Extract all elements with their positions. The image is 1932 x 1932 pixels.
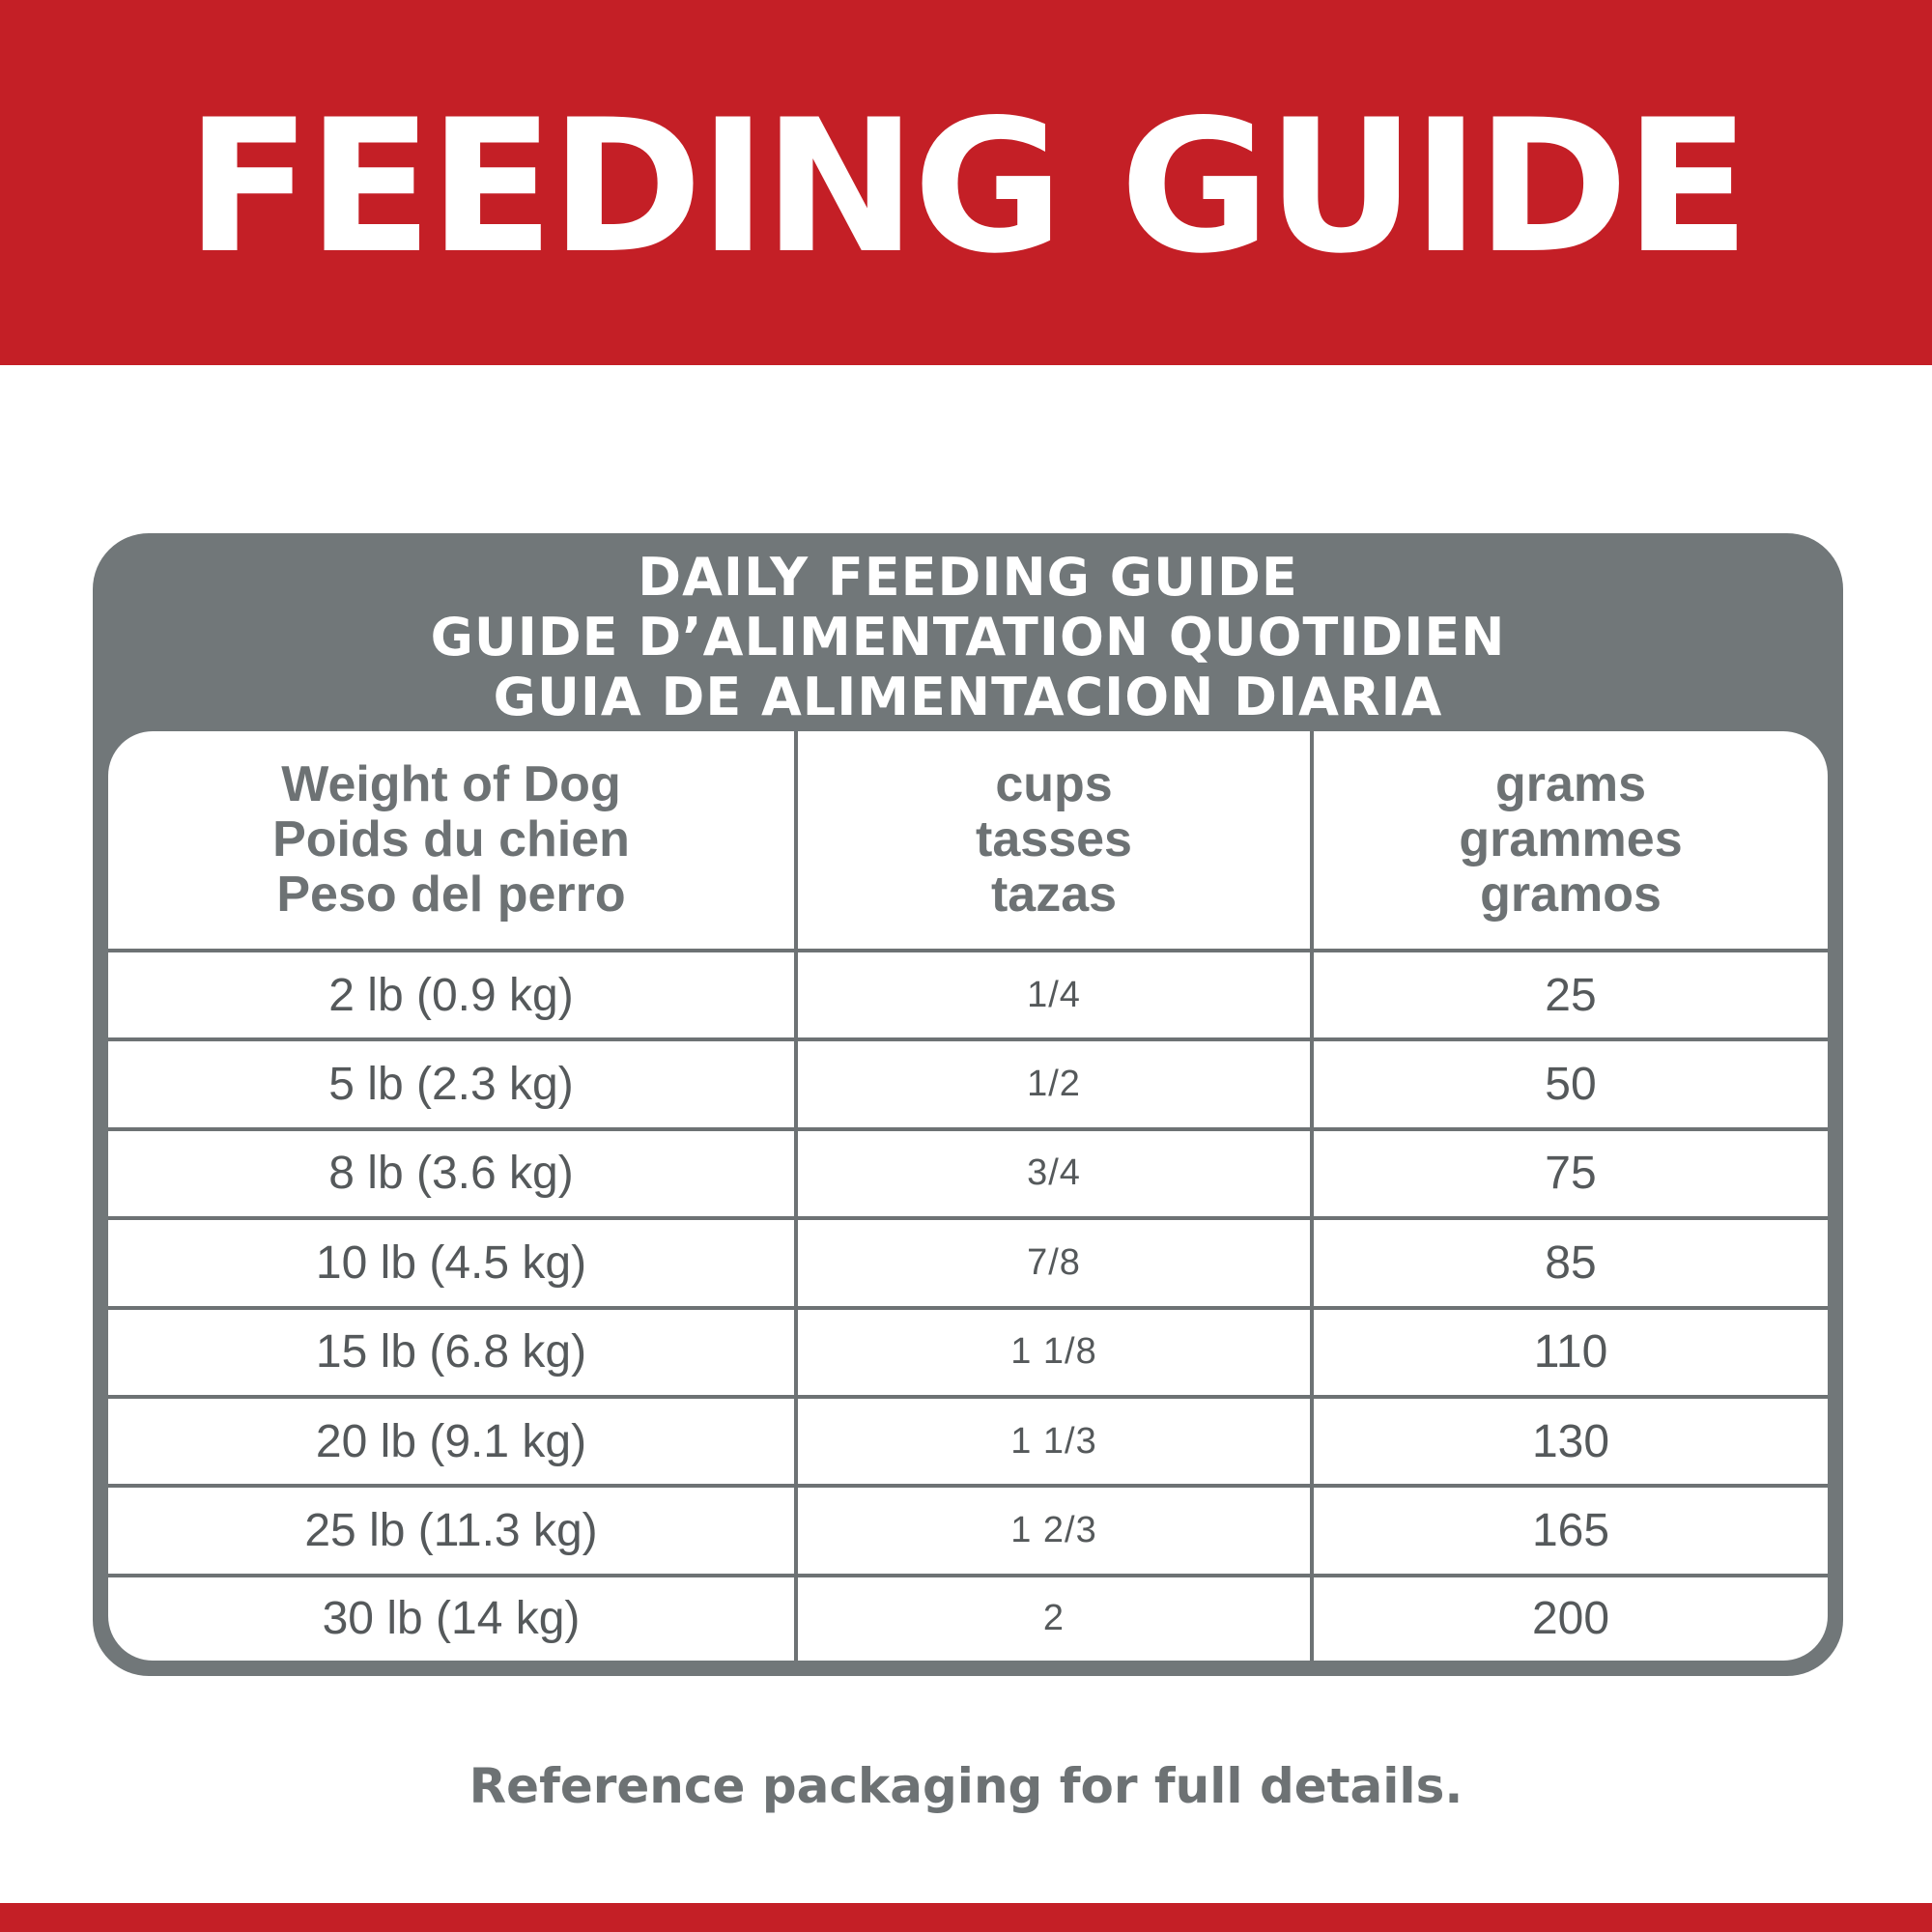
feeding-table — [108, 731, 1828, 1661]
title-banner — [0, 0, 1932, 365]
card-header-line-spanish: GUIA DE ALIMENTACION DIARIA — [493, 666, 1443, 727]
column-header-cups-line: cups — [995, 756, 1113, 812]
column-header-weight — [108, 731, 796, 951]
weight-cell: 15 lb (6.8 kg) — [108, 1308, 796, 1397]
column-header-grams-line: grammes — [1459, 811, 1683, 867]
card-header — [93, 533, 1843, 731]
cups-cell: 3/4 — [796, 1129, 1312, 1218]
column-header-cups — [796, 731, 1312, 951]
table-header-row — [108, 731, 1828, 951]
table-row — [108, 1218, 1828, 1307]
cups-cell: 1 2/3 — [796, 1486, 1312, 1575]
weight-cell: 25 lb (11.3 kg) — [108, 1486, 796, 1575]
grams-cell: 165 — [1312, 1486, 1828, 1575]
cups-cell: 1/2 — [796, 1039, 1312, 1128]
table-row — [108, 1308, 1828, 1397]
table-row — [108, 1486, 1828, 1575]
grams-cell: 130 — [1312, 1397, 1828, 1486]
column-header-cups-line: tasses — [976, 811, 1132, 867]
column-header-weight-line: Weight of Dog — [281, 756, 621, 812]
table-row — [108, 951, 1828, 1039]
grams-cell: 200 — [1312, 1576, 1828, 1661]
footer-note: Reference packaging for full details. — [469, 1758, 1463, 1814]
column-header-grams — [1312, 731, 1828, 951]
grams-cell: 25 — [1312, 951, 1828, 1039]
column-header-weight-line: Peso del perro — [276, 867, 626, 923]
card-header-line-french: GUIDE D’ALIMENTATION QUOTIDIEN — [430, 606, 1506, 668]
weight-cell: 20 lb (9.1 kg) — [108, 1397, 796, 1486]
cups-cell: 1 1/3 — [796, 1397, 1312, 1486]
weight-cell: 8 lb (3.6 kg) — [108, 1129, 796, 1218]
grams-cell: 110 — [1312, 1308, 1828, 1397]
table-row — [108, 1039, 1828, 1128]
daily-feeding-guide-card — [93, 533, 1843, 1676]
weight-cell: 2 lb (0.9 kg) — [108, 951, 796, 1039]
table-row — [108, 1129, 1828, 1218]
column-header-grams-line: gramos — [1480, 867, 1662, 923]
cups-cell: 2 — [796, 1576, 1312, 1661]
table-row — [108, 1397, 1828, 1486]
column-header-weight-line: Poids du chien — [272, 811, 630, 867]
feeding-table-wrapper — [108, 731, 1828, 1661]
weight-cell: 30 lb (14 kg) — [108, 1576, 796, 1661]
card-header-line-english: DAILY FEEDING GUIDE — [638, 546, 1298, 608]
cups-cell: 7/8 — [796, 1218, 1312, 1307]
grams-cell: 85 — [1312, 1218, 1828, 1307]
table-row — [108, 1576, 1828, 1661]
weight-cell: 10 lb (4.5 kg) — [108, 1218, 796, 1307]
column-header-grams-line: grams — [1494, 756, 1647, 812]
page-title: FEEDING GUIDE — [185, 80, 1747, 294]
cups-cell: 1/4 — [796, 951, 1312, 1039]
column-header-cups-line: tazas — [990, 867, 1118, 923]
weight-cell: 5 lb (2.3 kg) — [108, 1039, 796, 1128]
grams-cell: 75 — [1312, 1129, 1828, 1218]
cups-cell: 1 1/8 — [796, 1308, 1312, 1397]
bottom-accent-bar — [0, 1903, 1932, 1932]
grams-cell: 50 — [1312, 1039, 1828, 1128]
